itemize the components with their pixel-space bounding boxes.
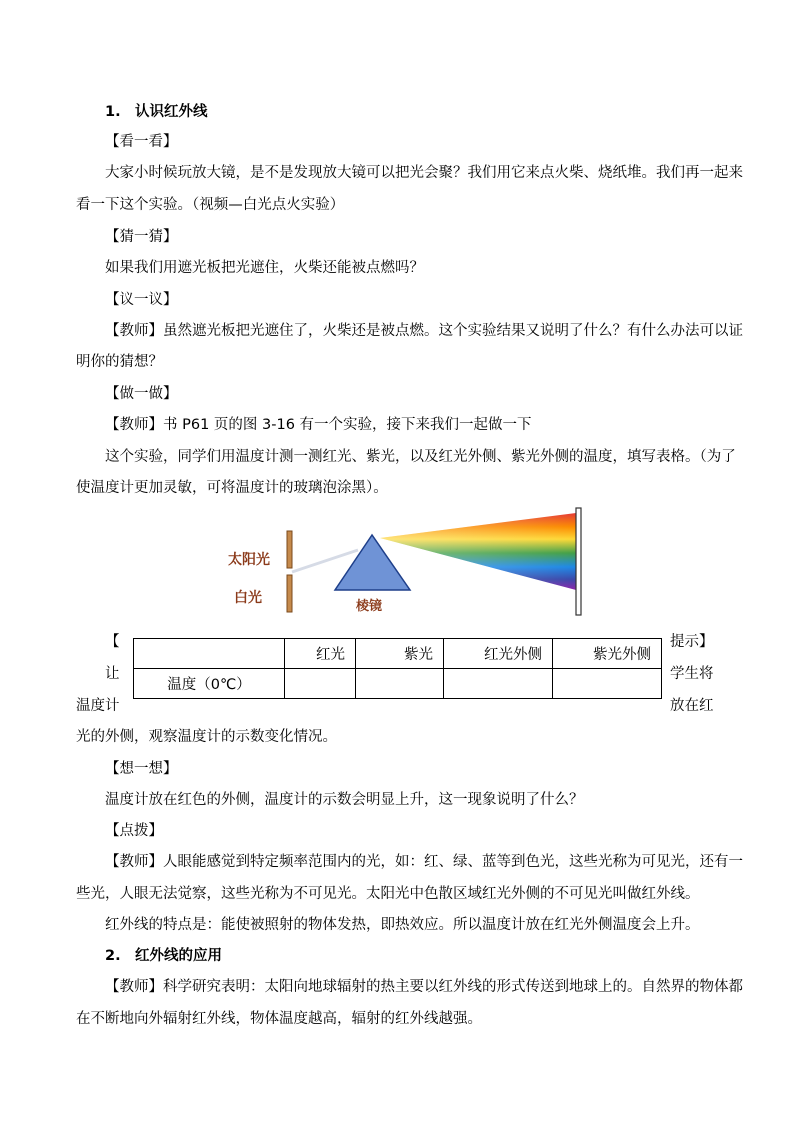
label-prism: 棱镜: [356, 599, 383, 614]
discuss-label: 【议一议】: [105, 292, 178, 308]
section-2-heading: [105, 946, 222, 966]
table-row: [134, 669, 662, 699]
label-sunlight: 太阳光: [228, 552, 270, 568]
table-cell: [285, 669, 356, 699]
section-2-line-1: 【教师】科学研究表明：太阳向地球辐射的热主要以红外线的形式传送到地球上的。自然界的物体都: [105, 979, 743, 995]
wrap-left-3: 温度计: [76, 698, 120, 714]
table-header-cell: 紫光外侧: [553, 639, 662, 669]
hint-line-2: 些光，人眼无法觉察，这些光称为不可见光。太阳光中色散区域红光外侧的不可见光叫做红外线。: [76, 886, 700, 902]
wrap-continuation: 光的外侧，观察温度计的示数变化情况。: [76, 729, 337, 745]
prism-dispersion-figure: [220, 505, 590, 620]
look-label: 【看一看】: [105, 134, 178, 150]
discuss-line-1: 【教师】虽然遮光板把光遮住了，火柴还是被点燃。这个实验结果又说明了什么？有什么办法可以证: [105, 323, 743, 339]
wrap-left-2: 让: [105, 666, 120, 682]
wrap-left-1: 【: [105, 634, 120, 650]
guess-text: 如果我们用遮光板把光遮住，火柴还能被点燃吗？: [105, 260, 424, 276]
look-paragraph-line-1: 大家小时候玩放大镜，是不是发现放大镜可以把光会聚？我们用它来点火柴、烧纸堆。我们再一起来: [105, 165, 743, 181]
white-light-beam: [292, 550, 358, 572]
wrap-right-1: 提示】: [670, 634, 714, 650]
section-1-number: 1.: [105, 104, 121, 120]
section-2-number: 2.: [105, 948, 121, 964]
section-1-title: 认识红外线: [135, 104, 208, 120]
table-header-cell: [134, 639, 285, 669]
hint-label: 【点拨】: [105, 823, 163, 839]
do-line-1: 【教师】书 P61 页的图 3-16 有一个实验，接下来我们一起做一下: [105, 417, 532, 433]
section-2-title: 红外线的应用: [135, 948, 222, 964]
think-label: 【想一想】: [105, 761, 178, 777]
discuss-line-2: 明你的猜想？: [76, 354, 163, 370]
table-cell: [356, 669, 444, 699]
label-white-light: 白光: [234, 590, 262, 606]
do-label: 【做一做】: [105, 386, 178, 402]
table-row: [134, 639, 662, 669]
table-header-cell: 紫光: [356, 639, 444, 669]
table-row-label: 温度（0℃）: [134, 669, 285, 699]
guess-label: 【猜一猜】: [105, 229, 178, 245]
table-cell: [553, 669, 662, 699]
wrap-right-3: 放在红: [670, 698, 714, 714]
hint-line-3: 红外线的特点是：能使被照射的物体发热，即热效应。所以温度计放在红光外侧温度会上升。: [105, 917, 700, 933]
do-line-3: 使温度计更加灵敏，可将温度计的玻璃泡涂黑）。: [76, 480, 388, 496]
spectrum-fade: [380, 513, 576, 590]
prism-shape: [335, 535, 410, 590]
hint-line-1: 【教师】人眼能感觉到特定频率范围内的光，如：红、绿、蓝等到色光，这些光称为可见光，还有一: [105, 854, 743, 870]
table-cell: [444, 669, 553, 699]
table-header-cell: 红光: [285, 639, 356, 669]
temperature-table: [133, 638, 662, 699]
do-line-2: 这个实验，同学们用温度计测一测红光、紫光，以及红光外侧、紫光外侧的温度，填写表格。（为了: [105, 449, 736, 465]
section-1-heading: [105, 102, 208, 122]
look-paragraph-line-2: 看一下这个实验。（视频—白光点火实验）: [76, 197, 345, 213]
slit-board-lower: [287, 575, 292, 612]
slit-board-upper: [287, 531, 292, 568]
think-text: 温度计放在红色的外侧，温度计的示数会明显上升，这一现象说明了什么？: [105, 792, 584, 808]
screen-board: [576, 508, 581, 615]
section-2-line-2: 在不断地向外辐射红外线，物体温度越高，辐射的红外线越强。: [76, 1011, 482, 1027]
wrap-right-2: 学生将: [670, 666, 714, 682]
table-header-cell: 红光外侧: [444, 639, 553, 669]
